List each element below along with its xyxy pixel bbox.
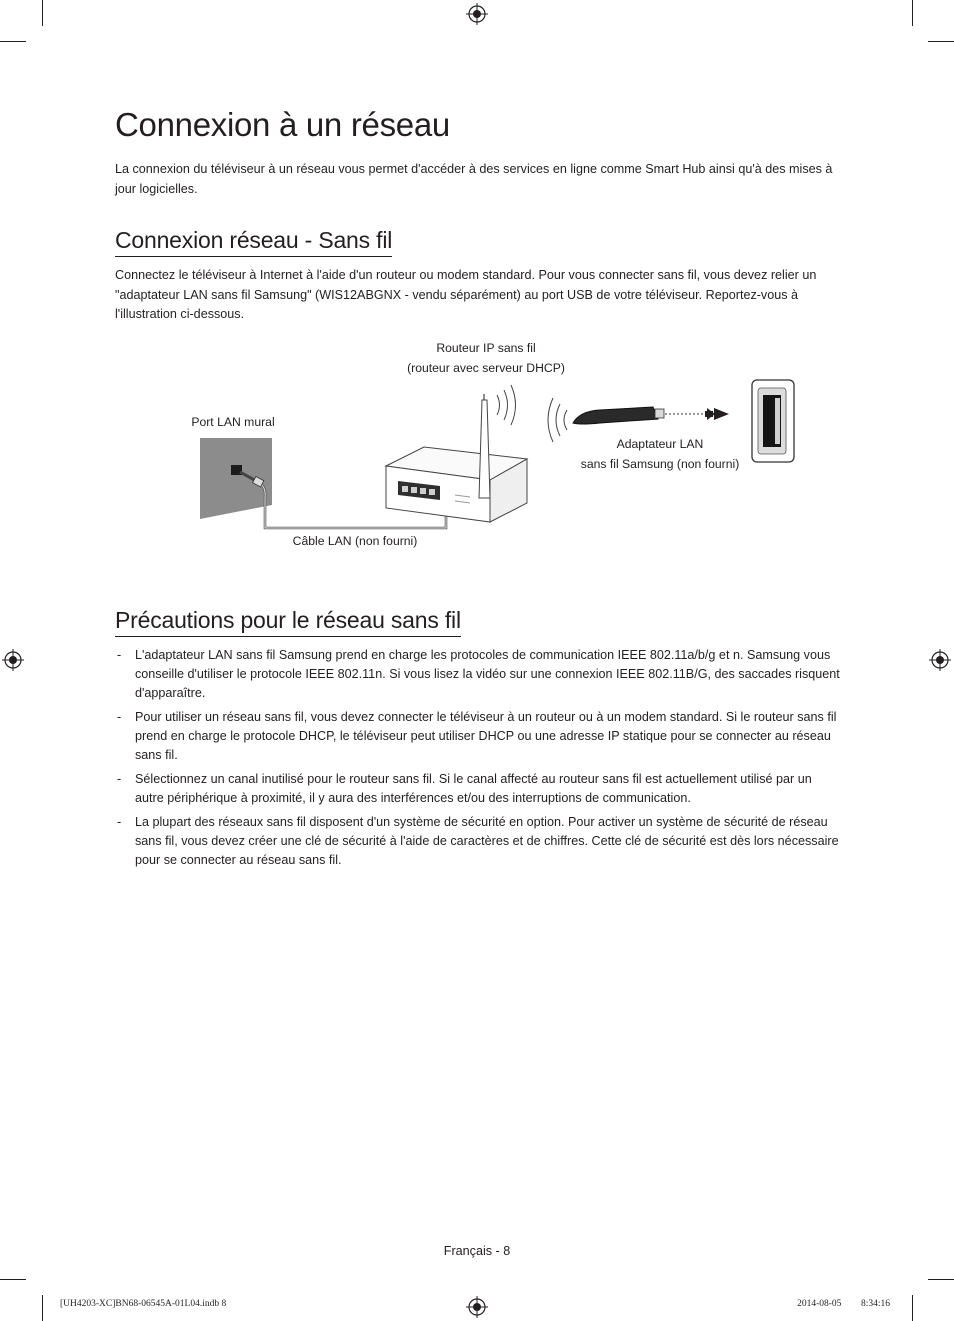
usb-adapter-icon xyxy=(573,407,658,424)
bullet-dash: - xyxy=(117,710,122,724)
router-label-line1: Routeur IP sans fil xyxy=(436,341,536,355)
crop-mark xyxy=(912,1295,913,1321)
adapter-label-line1: Adaptateur LAN xyxy=(616,437,704,451)
print-slug-right: 2014-08-05 ﾟﾟ 8:34:16 xyxy=(797,1299,890,1309)
crop-mark xyxy=(42,0,43,26)
wifi-wave-icon xyxy=(497,395,500,415)
list-item xyxy=(115,770,840,808)
section-heading-wireless: Connexion réseau - Sans fil xyxy=(115,227,392,257)
bullet-dash: - xyxy=(117,772,122,786)
router-label xyxy=(386,339,586,378)
page-number: Français - 8 xyxy=(443,1244,511,1258)
wireless-paragraph: Connectez le téléviseur à Internet à l'aide d'un routeur ou modem standard. Pour vous connecter sans fil, vous devez relier un "adaptateur LAN sans fil Samsung" (WIS12ABGNX - vendu séparément) au port USB de votre téléviseur. Reportez-vous à l'illustration ci-dessous. xyxy=(115,268,817,321)
registration-mark-icon xyxy=(929,649,951,671)
crop-mark xyxy=(928,41,954,42)
section-heading-precautions: Précautions pour le réseau sans fil xyxy=(115,607,461,637)
crop-mark xyxy=(0,1279,26,1280)
list-item xyxy=(115,708,840,765)
crop-mark xyxy=(42,1295,43,1321)
cable-label: Câble LAN (non fourni) xyxy=(292,534,418,548)
adapter-label-line2: sans fil Samsung (non fourni) xyxy=(580,456,740,471)
page-title: Connexion à un réseau xyxy=(115,106,450,143)
list-item xyxy=(115,813,840,870)
registration-mark-icon xyxy=(466,1296,488,1318)
adapter-label xyxy=(570,435,750,474)
crop-mark xyxy=(928,1279,954,1280)
bullet-dash: - xyxy=(117,648,122,662)
registration-mark-icon xyxy=(466,3,488,25)
router-antenna-icon xyxy=(479,400,490,498)
registration-mark-icon xyxy=(2,649,24,671)
precautions-list xyxy=(115,646,840,875)
list-item-text: Pour utiliser un réseau sans fil, vous devez connecter le téléviseur à un routeur ou à un modem standard. Si le routeur sans fil prend en charge le protocole DHCP, le téléviseur peut utiliser DHCP ou une adresse IP statique pour se connecter au réseau sans fil. xyxy=(135,710,837,762)
wifi-wave-icon xyxy=(564,410,567,430)
list-item xyxy=(115,646,840,703)
network-diagram xyxy=(0,330,954,570)
list-item-text: Sélectionnez un canal inutilisé pour le routeur sans fil. Si le canal affecté au routeur sans fil est actuellement utilisé par un autre périphérique à proximité, il y aura des interférences et/ou des interruptions de communication. xyxy=(135,772,812,805)
crop-mark xyxy=(912,0,913,26)
intro-paragraph: La connexion du téléviseur à un réseau vous permet d'accéder à des services en ligne comme Smart Hub ainsi qu'à des mises à jour logicielles. xyxy=(115,162,833,196)
print-slug-left: [UH4203-XC]BN68-06545A-01L04.indb 8 xyxy=(60,1299,227,1309)
wall-port-label: Port LAN mural xyxy=(191,415,275,429)
list-item-text: L'adaptateur LAN sans fil Samsung prend en charge les protocoles de communication IEEE 802.11a/b/g et n. Samsung vous conseille d'utiliser le protocole IEEE 802.11n. Si vous lisez la vidéo sur une connexion IEEE 802.11B/G, des saccades risquent d'apparaître. xyxy=(135,648,840,700)
list-item-text: La plupart des réseaux sans fil disposent d'un système de sécurité en option. Pour activer un système de sécurité de réseau sans fil, vous devez créer une clé de sécurité à l'aide de caractères et de chiffres. Cette clé de sécurité est dès lors nécessaire pour se connecter au réseau sans fil. xyxy=(135,815,839,867)
wall-panel xyxy=(200,438,272,519)
bullet-dash: - xyxy=(117,815,122,829)
router-label-line2: (routeur avec serveur DHCP) xyxy=(407,360,565,375)
crop-mark xyxy=(0,41,26,42)
